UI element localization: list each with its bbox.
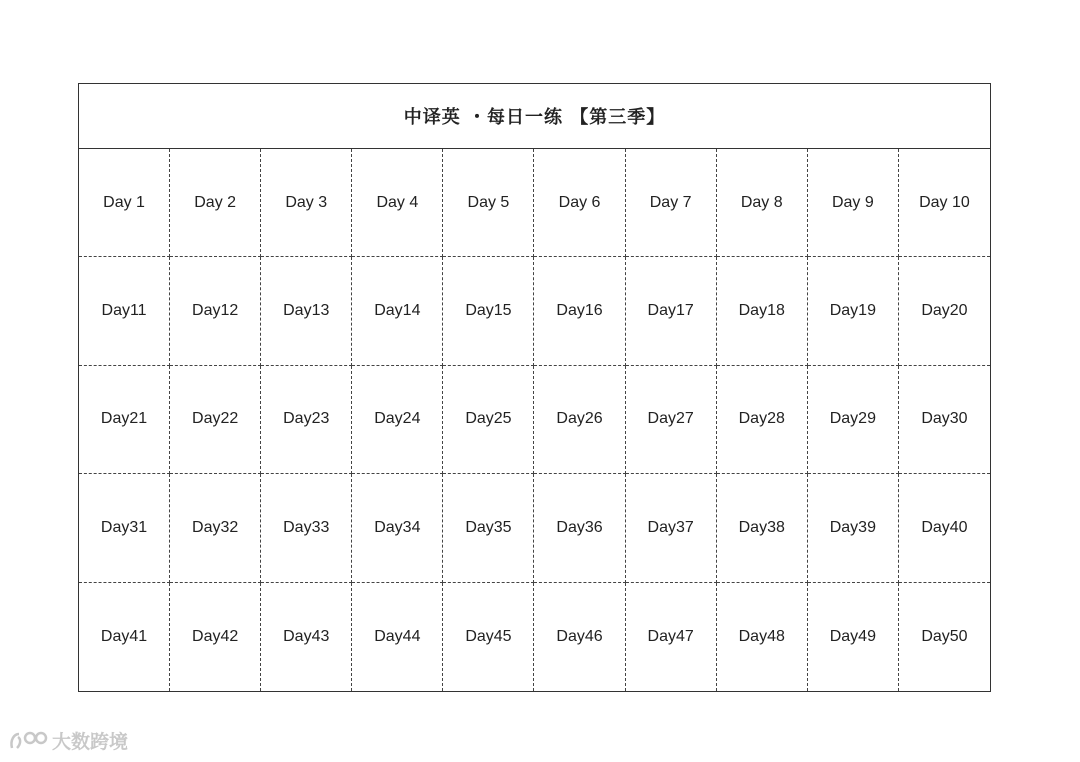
day-cell: Day42 [170, 583, 261, 691]
day-cell: Day 1 [79, 149, 170, 257]
day-cell: Day18 [717, 257, 808, 365]
day-cell: Day46 [534, 583, 625, 691]
day-cell: Day28 [717, 366, 808, 474]
day-cell: Day26 [534, 366, 625, 474]
day-cell: Day39 [808, 474, 899, 582]
day-cell: Day 8 [717, 149, 808, 257]
day-cell: Day33 [261, 474, 352, 582]
day-cell: Day45 [443, 583, 534, 691]
day-cell: Day21 [79, 366, 170, 474]
day-cell: Day43 [261, 583, 352, 691]
brand-logo-icon [8, 730, 48, 752]
day-cell: Day23 [261, 366, 352, 474]
day-cell: Day 5 [443, 149, 534, 257]
day-cell: Day 7 [626, 149, 717, 257]
day-grid [79, 149, 990, 691]
schedule-table [78, 83, 991, 692]
day-cell: Day34 [352, 474, 443, 582]
day-cell: Day16 [534, 257, 625, 365]
day-cell: Day29 [808, 366, 899, 474]
day-cell: Day48 [717, 583, 808, 691]
day-cell: Day47 [626, 583, 717, 691]
day-cell: Day 9 [808, 149, 899, 257]
day-cell: Day20 [899, 257, 990, 365]
day-cell: Day36 [534, 474, 625, 582]
day-cell: Day30 [899, 366, 990, 474]
day-cell: Day 6 [534, 149, 625, 257]
day-cell: Day40 [899, 474, 990, 582]
day-cell: Day12 [170, 257, 261, 365]
day-cell: Day32 [170, 474, 261, 582]
day-cell: Day 3 [261, 149, 352, 257]
day-cell: Day22 [170, 366, 261, 474]
day-cell: Day11 [79, 257, 170, 365]
day-cell: Day24 [352, 366, 443, 474]
day-cell: Day50 [921, 627, 968, 645]
day-cell: Day13 [261, 257, 352, 365]
day-cell: Day35 [443, 474, 534, 582]
day-cell: Day14 [352, 257, 443, 365]
day-cell: Day19 [808, 257, 899, 365]
day-cell: Day15 [443, 257, 534, 365]
day-cell: Day41 [79, 583, 170, 691]
day-cell: Day25 [443, 366, 534, 474]
watermark-text: 大数跨境 [52, 731, 129, 753]
day-cell: Day44 [352, 583, 443, 691]
day-cell: Day 4 [352, 149, 443, 257]
day-cell: Day17 [626, 257, 717, 365]
day-cell: Day 10 [899, 149, 990, 257]
table-title: 中译英 ・每日一练 【第三季】 [79, 84, 990, 149]
day-cell: Day38 [717, 474, 808, 582]
day-cell: Day49 [808, 583, 899, 691]
day-cell: Day31 [79, 474, 170, 582]
day-cell: Day 2 [170, 149, 261, 257]
day-cell: Day27 [626, 366, 717, 474]
watermark [8, 727, 128, 754]
day-cell: Day37 [626, 474, 717, 582]
